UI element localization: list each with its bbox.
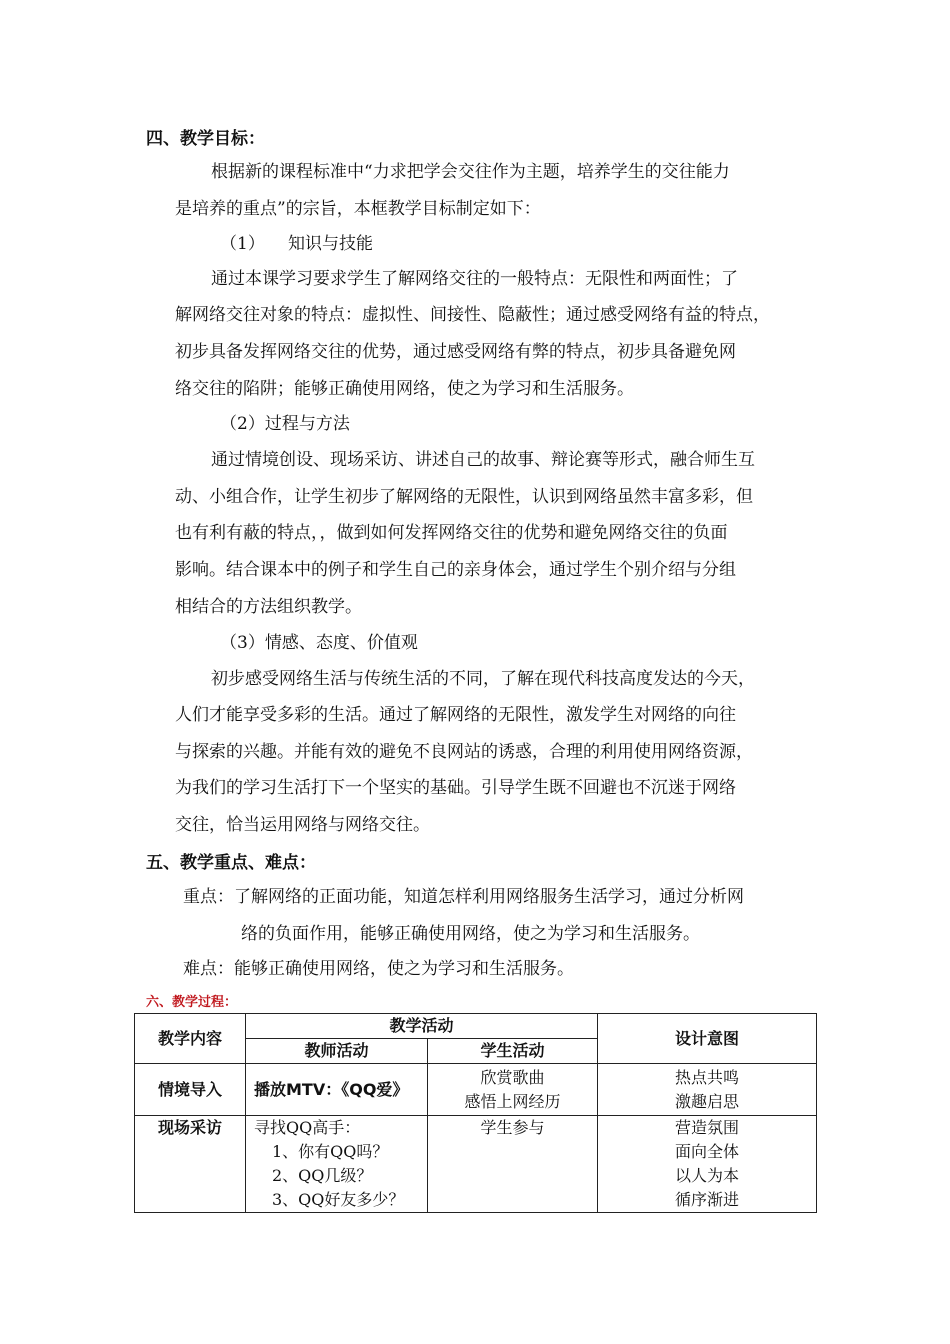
para3-line-1: 初步感受网络生活与传统生活的不同，了解在现代科技高度发达的今天， <box>211 669 755 689</box>
row-student <box>428 1064 598 1116</box>
intent-line: 热点共鸣 <box>675 1067 740 1087</box>
table-row <box>135 1064 817 1116</box>
para2-line-1: 通过情境创设、现场采访、讲述自己的故事、辩论赛等形式，融合师生互 <box>211 450 755 470</box>
row-intent <box>598 1064 817 1116</box>
student-activity-line: 欣赏歌曲 <box>480 1067 545 1087</box>
para2-line-5: 相结合的方法组织教学。 <box>175 597 362 617</box>
para1-line-2: 解网络交往对象的特点：虚拟性、间接性、隐蔽性；通过感受网络有益的特点， <box>175 305 770 325</box>
intent-line: 以人为本 <box>675 1166 740 1185</box>
teaching-process-table <box>134 1013 817 1213</box>
intent-line: 激趣启思 <box>675 1091 740 1111</box>
header-teacher: 教师活动 <box>246 1039 428 1064</box>
sub1-number: （1） <box>220 234 265 254</box>
para2-line-4: 影响。结合课本中的例子和学生自己的亲身体会，通过学生个别介绍与分组 <box>175 560 736 580</box>
header-student: 学生活动 <box>428 1039 598 1064</box>
header-intent: 设计意图 <box>598 1014 817 1064</box>
section6-heading: 六、教学过程： <box>146 995 238 1010</box>
section5-heading: 五、教学重点、难点： <box>146 853 316 873</box>
teacher-activity-line: 寻找QQ高手： <box>254 1118 361 1137</box>
key-point-line-2: 络的负面作用，能够正确使用网络，使之为学习和生活服务。 <box>241 924 700 944</box>
teacher-activity-line: 3、QQ好友多少？ <box>272 1190 405 1209</box>
para2-line-2: 动、小组合作，让学生初步了解网络的无限性，认识到网络虽然丰富多彩，但 <box>175 487 753 507</box>
row-student <box>428 1116 598 1213</box>
para1-line-4: 络交往的陷阱；能够正确使用网络，使之为学习和生活服务。 <box>175 379 634 399</box>
para3-line-3: 与探索的兴趣。并能有效的避免不良网站的诱惑，合理的利用使用网络资源， <box>175 742 753 762</box>
row-intent <box>598 1116 817 1213</box>
header-activity: 教学活动 <box>246 1014 598 1039</box>
row-content: 现场采访 <box>135 1116 246 1213</box>
sub2-title: （2）过程与方法 <box>220 414 350 434</box>
table-header-row-1 <box>135 1014 817 1039</box>
intro-line-1: 根据新的课程标准中“力求把学会交往作为主题，培养学生的交往能力 <box>211 162 730 182</box>
header-content: 教学内容 <box>135 1014 246 1064</box>
key-point-line-1: 重点：了解网络的正面功能，知道怎样利用网络服务生活学习，通过分析网 <box>183 887 744 907</box>
row-teacher <box>246 1064 428 1116</box>
section4-heading: 四、教学目标： <box>146 129 265 149</box>
row-teacher <box>246 1116 428 1213</box>
table-row <box>135 1116 817 1213</box>
para1-line-1: 通过本课学习要求学生了解网络交往的一般特点：无限性和两面性；了 <box>211 269 738 289</box>
teacher-activity-line: 播放MTV：《QQ爱》 <box>254 1079 409 1099</box>
student-activity-line: 学生参与 <box>480 1118 545 1137</box>
intent-line: 面向全体 <box>675 1142 740 1161</box>
para3-line-2: 人们才能享受多彩的生活。通过了解网络的无限性，激发学生对网络的向往 <box>175 705 736 725</box>
sub3-title: （3）情感、态度、价值观 <box>220 633 418 653</box>
intent-line: 循序渐进 <box>675 1190 740 1209</box>
intro-line-2: 是培养的重点”的宗旨，本框教学目标制定如下： <box>175 199 541 219</box>
sub1-title: 知识与技能 <box>288 234 373 254</box>
teacher-activity-line: 2、QQ几级？ <box>272 1166 373 1185</box>
para3-line-4: 为我们的学习生活打下一个坚实的基础。引导学生既不回避也不沉迷于网络 <box>175 778 736 798</box>
row-content: 情境导入 <box>135 1064 246 1116</box>
para3-line-5: 交往，恰当运用网络与网络交往。 <box>175 815 430 835</box>
intent-line: 营造氛围 <box>675 1118 740 1137</box>
para2-line-3: 也有利有蔽的特点，，做到如何发挥网络交往的优势和避免网络交往的负面 <box>175 523 728 543</box>
student-activity-line: 感悟上网经历 <box>464 1091 561 1111</box>
para1-line-3: 初步具备发挥网络交往的优势，通过感受网络有弊的特点，初步具备避免网 <box>175 342 736 362</box>
teacher-activity-line: 1、你有QQ吗？ <box>272 1142 389 1161</box>
difficulty-point: 难点：能够正确使用网络，使之为学习和生活服务。 <box>183 959 574 979</box>
